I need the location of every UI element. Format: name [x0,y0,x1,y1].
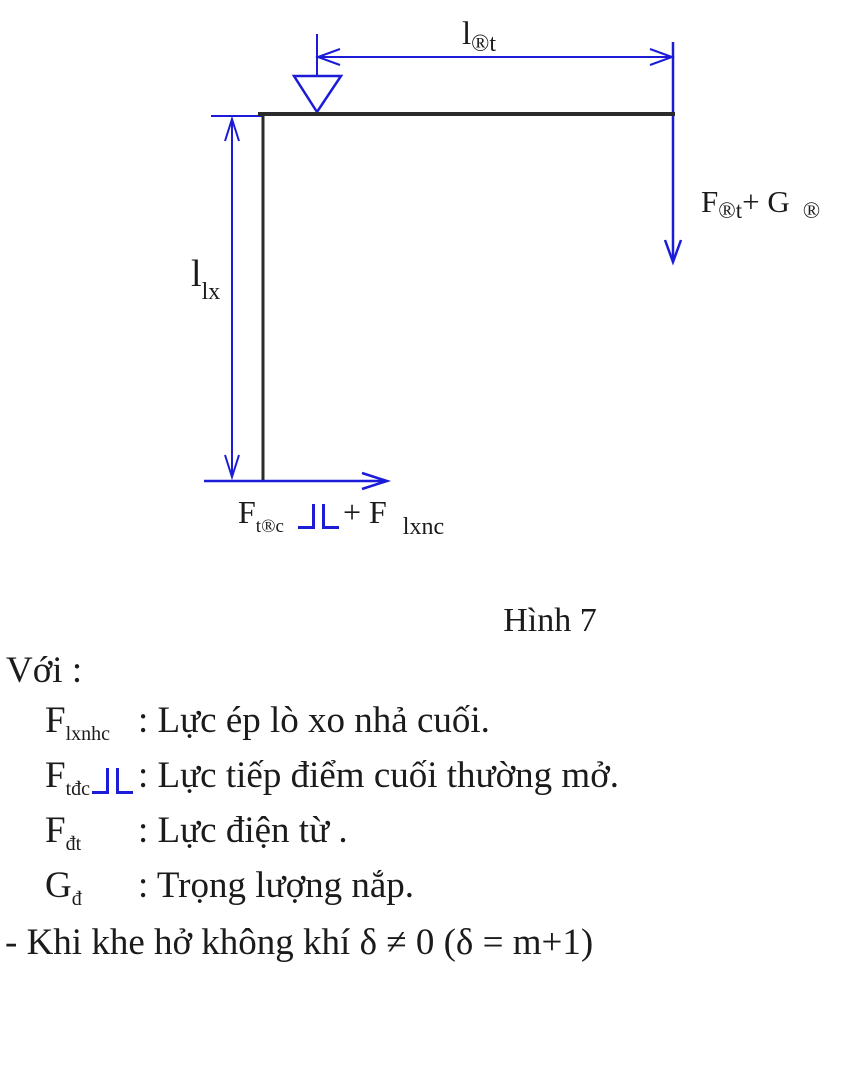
legend-symbol-sub: đ [71,888,82,910]
dimension-label-left-main: l [191,253,202,295]
angle-glyph-icon [92,768,109,794]
legend-description: : Lực tiếp điểm cuối thường mở. [138,755,620,796]
legend-description: : Lực ép lò xo nhả cuối. [138,700,490,741]
legend-symbol [45,867,82,909]
angle-glyph-pair [92,768,133,799]
dimension-label-top [462,18,496,56]
force-bottom-plus: + F [342,494,387,530]
angle-glyph-icon [298,504,315,529]
legend-intro: Với : [6,650,83,691]
legend-row [45,757,745,812]
dimension-label-top-sub: ®t [471,31,497,57]
force-bottom-sub2: lxnc [402,514,445,540]
legend-row [45,812,745,867]
force-bottom-f-sub: t®c [255,516,284,537]
angle-glyph-icon [116,768,133,794]
legend-description: : Trọng lượng nắp. [138,865,415,906]
figure-caption: Hình 7 [503,602,597,639]
dimension-label-left [191,255,220,304]
legend-symbol [45,702,110,744]
force-bottom-f: F [238,494,256,530]
pivot-triangle-icon [294,76,341,112]
legend-symbol-main: F [45,810,66,851]
legend-symbol-sub: đt [65,833,82,855]
angle-glyph-icon [322,504,339,529]
legend-symbol-main: G [45,865,72,906]
legend-row [45,702,745,757]
legend-symbol-main: F [45,700,66,741]
dimension-label-top-main: l [462,16,472,52]
legend-list [45,702,745,922]
legend-description: : Lực điện từ . [138,810,348,851]
legend-symbol [45,757,90,799]
force-right-g-sub: ® [802,198,821,223]
force-label-bottom [238,496,444,539]
force-right-plus: + G [742,184,790,219]
legend-symbol-sub: tđc [65,778,91,800]
force-right-f: F [701,184,719,219]
legend-symbol [45,812,81,854]
force-label-right [701,186,820,222]
force-right-f-sub: ®t [718,198,743,223]
legend-symbol-sub: lxnhc [65,723,111,745]
legend-symbol-main: F [45,755,66,796]
legend-row [45,867,745,922]
dimension-label-left-sub: lx [201,279,221,305]
air-gap-note: - Khi khe hở không khí δ ≠ 0 (δ = m+1) [5,922,594,963]
